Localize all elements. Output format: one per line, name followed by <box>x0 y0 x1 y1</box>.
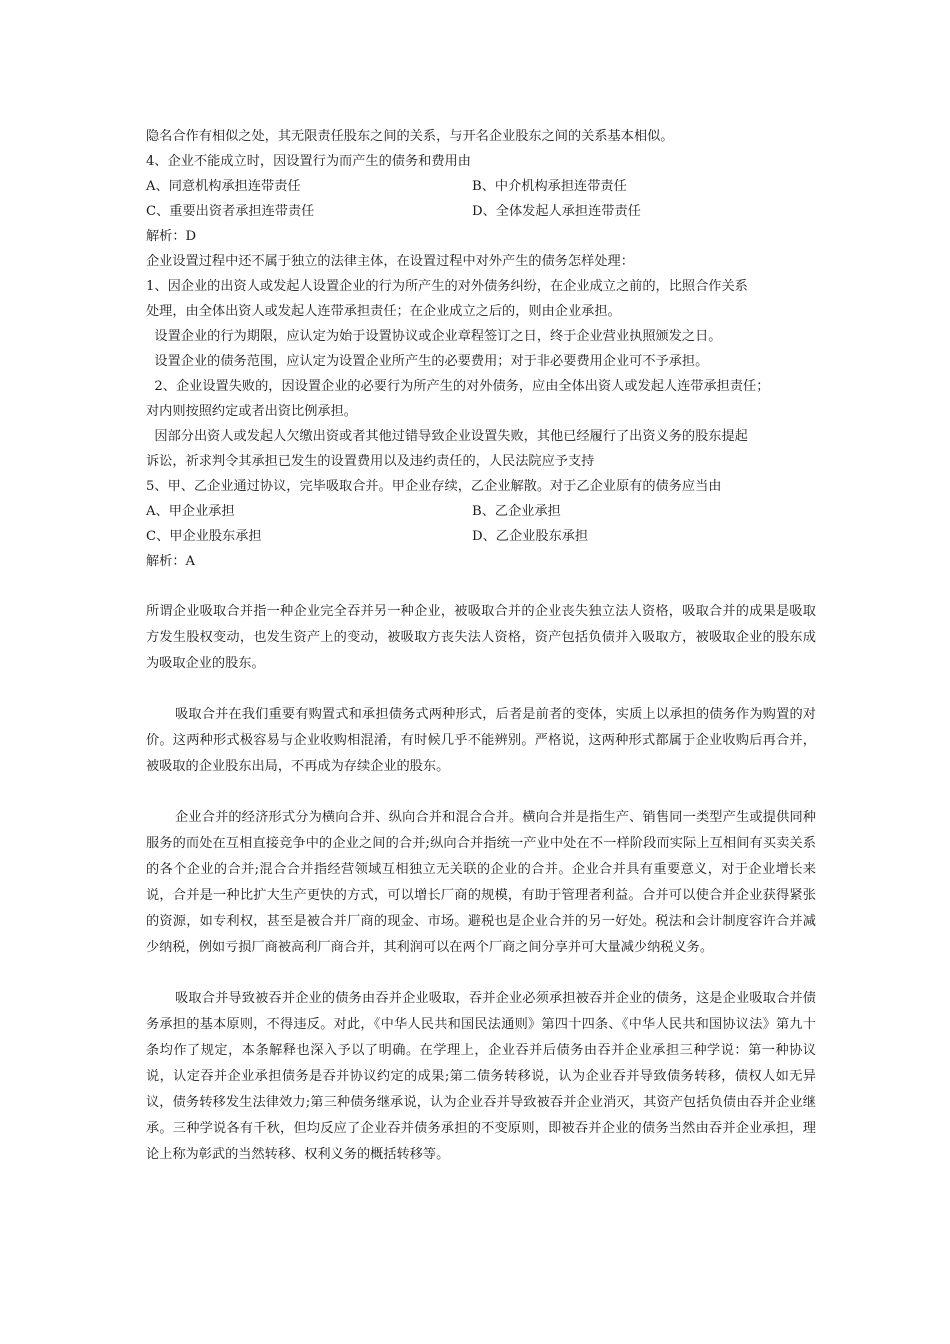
question-4: 4、企业不能成立时，因设置行为而产生的债务和费用由 <box>146 154 471 169</box>
spacer <box>146 780 816 805</box>
spacer <box>146 961 816 986</box>
q4-explanation-line: 因部分出资人或发起人欠缴出资或者其他过错导致企业设置失败，其他已经履行了出资义务的股东提起 <box>146 429 748 444</box>
question-5-options-row-2 <box>146 524 816 549</box>
q4-option-a: A、同意机构承担连带责任 <box>146 179 301 194</box>
paragraph-absorption-definition: 所谓企业吸取合并指一种企业完全吞并另一种企业，被吸取合并的企业丧失独立法人资格，吸取合并的成果是吸取方发生股权变动，也发生资产上的变动，被吸取方丧失法人资格，资产包括负债并入吸取方，被吸取企业的股东成为吸取企业的股东。 <box>146 604 816 671</box>
q5-option-d: D、乙企业股东承担 <box>472 529 589 544</box>
intro-line: 隐名合作有相似之处，其无限责任股东之间的关系，与开名企业股东之间的关系基本相似。 <box>146 129 674 144</box>
q5-option-a: A、甲企业承担 <box>146 504 235 519</box>
q5-option-c: C、甲企业股东承担 <box>146 529 262 544</box>
q4-explanation-line: 设置企业的行为期限，应认定为始于设置协议或企业章程签订之日，终于企业营业执照颁发之日。 <box>146 329 722 344</box>
q4-explanation-line: 企业设置过程中还不属于独立的法律主体，在设置过程中对外产生的债务怎样处理： <box>146 254 634 269</box>
spacer <box>146 574 816 599</box>
q4-option-c: C、重要出资者承担连带责任 <box>146 204 315 219</box>
q5-option-b: B、乙企业承担 <box>472 504 561 519</box>
paragraph-merger-types: 企业合并的经济形式分为横向合并、纵向合并和混合合并。横向合并是指生产、销售同一类型产生或提供同种服务的而处在互相直接竞争中的企业之间的合并;纵向合并指统一产业中处在不一样阶段而实际上互相间有买卖关系的各个企业的合并;混合合并指经营领域互相独立无关联的企业的合并。企业合并具有重要意义，对于企业增长来说，合并是一种比扩大生产更快的方式，可以增长厂商的规模，有助于管理者利益。合并可以使合并企业获得紧张的资源，如专利权，甚至是被合并厂商的现金、市场。避税也是企业合并的另一好处。税法和会计制度容许合并减少纳税，例如亏损厂商被高利厂商合并，其利润可以在两个厂商之间分享并可大量减少纳税义务。 <box>146 810 816 955</box>
q4-option-b: B、中介机构承担连带责任 <box>472 179 627 194</box>
paragraph-debt-assumption: 吸取合并导致被吞并企业的债务由吞并企业吸取，吞并企业必须承担被吞并企业的债务，这是企业吸取合并债务承担的基本原则，不得违反。对此，《中华人民共和国民法通则》第四十四条、《中华人民共和国协议法》第九十条均作了规定，本条解释也深入予以了明确。在学理上，企业吞并后债务由吞并企业承担三种学说：第一种协议说，认定吞并企业承担债务是吞并协议约定的成果;第二债务转移说，认为企业吞并导致债务转移，债权人如无异议，债务转移发生法律效力;第三种债务继承说，认为企业吞并导致被吞并企业消灭，其资产包括负债由吞并企业继承。三种学说各有千秋，但均反应了企业吞并债务承担的不变原则，即被吞并企业的债务当然由吞并企业承担，理论上称为彰武的当然转移、权利义务的概括转移等。 <box>146 991 816 1162</box>
spacer <box>146 677 816 702</box>
q5-answer: 解析：A <box>146 554 196 569</box>
question-5-options-row-1 <box>146 499 816 524</box>
q4-explanation-line: 2、企业设置失败的，因设置企业的必要行为所产生的对外债务，应由全体出资人或发起人连带承担责任； <box>146 379 770 394</box>
q4-explanation-line: 处理，由全体出资人或发起人连带承担责任；在企业成立之后的，则由企业承担。 <box>146 304 621 319</box>
q4-explanation-line: 诉讼，祈求判令其承担已发生的设置费用以及违约责任的，人民法院应予支持 <box>146 454 595 469</box>
question-4-options-row-2 <box>146 199 816 224</box>
q4-option-d: D、全体发起人承担连带责任 <box>472 204 641 219</box>
question-4-options-row-1 <box>146 174 816 199</box>
document-page <box>146 124 816 1168</box>
q4-explanation-line: 设置企业的债务范围，应认定为设置企业所产生的必要费用；对于非必要费用企业可不予承担。 <box>146 354 709 369</box>
question-5: 5、甲、乙企业通过协议，完毕吸取合并。甲企业存续，乙企业解散。对于乙企业原有的债务应当由 <box>146 479 722 494</box>
q4-explanation-line: 1、因企业的出资人或发起人设置企业的行为所产生的对外债务纠纷，在企业成立之前的，比照合作关系 <box>146 279 748 294</box>
q4-answer: 解析：D <box>146 229 197 244</box>
paragraph-absorption-forms: 吸取合并在我们重要有购置式和承担债务式两种形式，后者是前者的变体，实质上以承担的债务作为购置的对价。这两种形式极容易与企业收购相混淆，有时候几乎不能辨别。严格说，这两种形式都属于企业收购后再合并，被吸取的企业股东出局，不再成为存续企业的股东。 <box>146 707 816 774</box>
q4-explanation-line: 对内则按照约定或者出资比例承担。 <box>146 404 357 419</box>
